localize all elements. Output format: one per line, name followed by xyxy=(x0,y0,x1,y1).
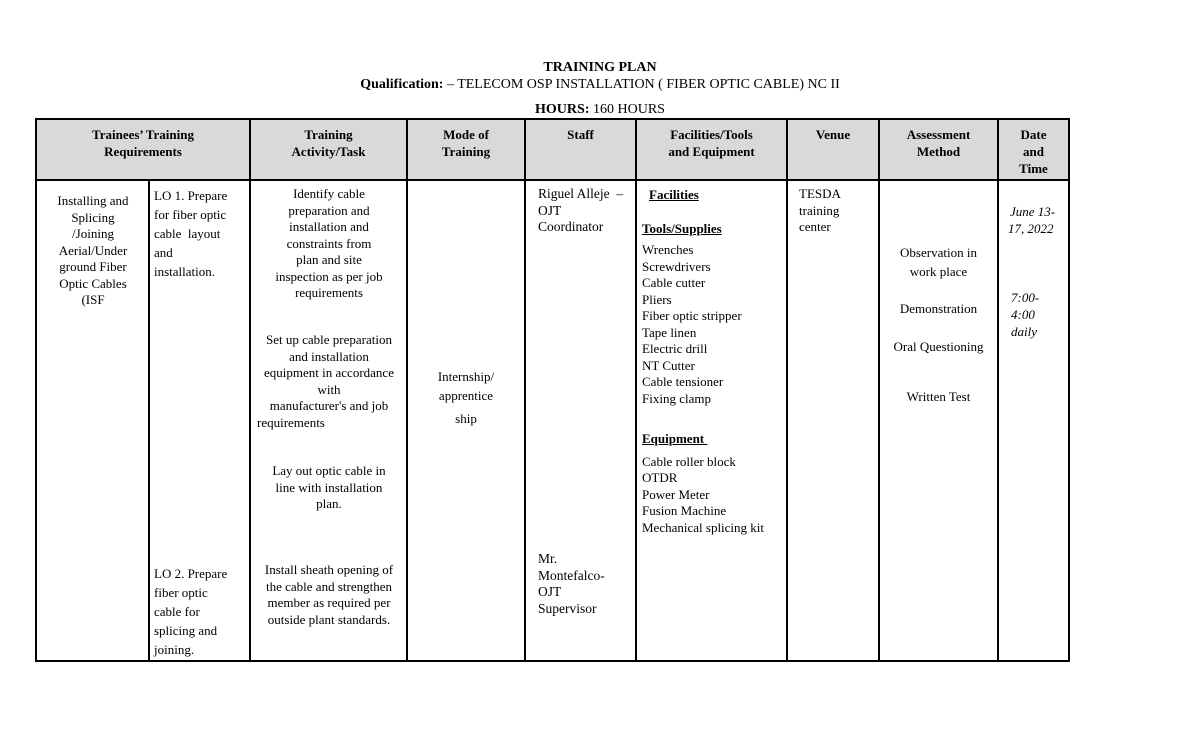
tool-item: Cable tensioner xyxy=(642,374,724,389)
time-line: 7:00- xyxy=(1011,290,1040,305)
header-date-line1: Date xyxy=(1020,127,1047,142)
lo2-cell xyxy=(154,564,248,659)
venue-line: center xyxy=(799,219,831,234)
lo1-line: and xyxy=(154,245,173,260)
tool-item: Fiber optic stripper xyxy=(642,308,742,323)
competency-line: Optic Cables xyxy=(59,275,127,291)
header-activity-line1: Training xyxy=(304,127,353,142)
staff-line: Coordinator xyxy=(538,219,604,234)
assessment-line: Demonstration xyxy=(899,301,978,316)
lo2-line: cable for xyxy=(154,604,200,619)
date-line: 17, 2022 xyxy=(1008,221,1054,236)
tool-item: Cable cutter xyxy=(642,275,706,290)
lo1-cell xyxy=(154,186,248,281)
mode-cell xyxy=(408,367,524,428)
mode-line: ship xyxy=(455,411,477,426)
activity-line: manufacturer's and job xyxy=(269,398,389,413)
staff-line: Supervisor xyxy=(538,600,597,616)
competency-line: Installing and xyxy=(57,193,129,208)
qualification-label: Qualification: xyxy=(360,77,444,92)
date-line: June 13- xyxy=(1010,204,1056,219)
assessment-cell xyxy=(880,243,997,406)
mode-line: Internship/ xyxy=(437,369,495,384)
activity-line: Lay out optic cable in xyxy=(272,463,386,478)
tool-item: Tape linen xyxy=(642,324,697,340)
header-date-line3: Time xyxy=(1019,161,1048,176)
tool-item: Fixing clamp xyxy=(642,390,711,406)
qualification-value: – TELECOM OSP INSTALLATION ( FIBER OPTIC CABLE) NC II xyxy=(443,77,840,92)
header-staff-line1: Staff xyxy=(567,127,594,142)
activity-line: requirements xyxy=(295,285,363,300)
activity-line: the cable and strengthen xyxy=(266,578,392,594)
competency-line: Aerial/Under xyxy=(58,242,128,258)
col-divider xyxy=(635,118,637,662)
assessment-line: work place xyxy=(909,264,968,279)
tool-item: NT Cutter xyxy=(642,357,695,373)
col-divider xyxy=(524,118,526,662)
time-line: 4:00 xyxy=(1011,307,1035,322)
header-assessment-line2: Method xyxy=(916,144,961,159)
activity-line: Set up cable preparation xyxy=(266,332,392,347)
activity-line: member as required per xyxy=(267,595,391,610)
equipment-heading: Equipment xyxy=(642,431,708,446)
header-facilities-line2: and Equipment xyxy=(668,144,755,159)
hours-line xyxy=(0,102,1200,118)
header-date-line2: and xyxy=(1023,144,1044,159)
tools-heading: Tools/Supplies xyxy=(642,220,722,236)
staff-line: Montefalco- xyxy=(538,567,605,583)
activity-line: inspection as per job xyxy=(275,268,383,284)
header-divider xyxy=(35,179,1070,181)
activity-line: outside plant standards. xyxy=(267,611,391,627)
subcol-divider xyxy=(148,179,150,662)
header-req-line1: Trainees’ Training xyxy=(92,127,194,142)
lo2-line: splicing and xyxy=(154,623,218,638)
activity-1 xyxy=(253,186,405,302)
competency-cell xyxy=(40,193,146,309)
activity-line: requirements xyxy=(257,414,325,430)
activity-2 xyxy=(253,332,405,431)
competency-line: ground Fiber xyxy=(59,259,127,274)
staff-1 xyxy=(538,186,634,236)
tool-item: Pliers xyxy=(642,291,672,307)
staff-line: OJT xyxy=(538,202,562,218)
lo1-line: cable layout xyxy=(154,226,221,241)
staff-line: Riguel Alleje – xyxy=(538,186,624,201)
activity-line: constraints from xyxy=(286,235,372,251)
lo2-line: joining. xyxy=(154,642,195,657)
lo2-line: fiber optic xyxy=(154,585,208,600)
activity-4 xyxy=(253,562,405,628)
hours-value: 160 HOURS xyxy=(589,102,665,117)
staff-line: OJT xyxy=(538,584,562,599)
facilities-cell xyxy=(642,187,784,536)
activity-line: with xyxy=(317,381,341,397)
equipment-list xyxy=(642,454,784,537)
activity-3 xyxy=(253,463,405,513)
time-cell xyxy=(1011,289,1066,340)
activity-line: Install sheath opening of xyxy=(264,562,394,577)
staff-2 xyxy=(538,551,634,617)
time-line: daily xyxy=(1011,324,1037,339)
equipment-item: Cable roller block xyxy=(642,453,736,469)
equipment-item: OTDR xyxy=(642,470,678,485)
col-divider xyxy=(249,118,251,662)
assessment-line: Oral Questioning xyxy=(893,339,984,354)
activity-line: plan and site xyxy=(296,252,362,267)
competency-line: (ISF xyxy=(81,292,105,307)
activity-line: equipment in accordance xyxy=(264,365,394,380)
competency-line: Splicing xyxy=(71,209,115,225)
equipment-item: Mechanical splicing kit xyxy=(642,519,765,535)
facilities-heading: Facilities xyxy=(649,187,699,202)
activity-line: preparation and xyxy=(288,202,370,218)
activity-line: plan. xyxy=(316,496,342,511)
lo1-line: for fiber optic xyxy=(154,207,227,222)
date-cell xyxy=(1008,203,1068,237)
equipment-item: Power Meter xyxy=(642,486,710,502)
tools-list xyxy=(642,242,784,407)
tool-item: Electric drill xyxy=(642,341,708,356)
activity-line: installation and xyxy=(289,219,369,234)
tool-item: Wrenches xyxy=(642,242,694,257)
col-divider xyxy=(786,118,788,662)
venue-line: training xyxy=(799,202,840,218)
mode-line: apprentice xyxy=(438,388,494,403)
assessment-line: Written Test xyxy=(906,389,971,404)
header-facilities-line1: Facilities/Tools xyxy=(670,127,753,142)
hours-label: HOURS: xyxy=(535,102,590,117)
col-divider xyxy=(997,118,999,662)
header-req-line2: Requirements xyxy=(104,144,182,159)
competency-line: /Joining xyxy=(72,226,114,241)
activity-line: and installation xyxy=(289,348,369,364)
header-activity-line2: Activity/Task xyxy=(291,144,366,159)
header-mode-line2: Training xyxy=(441,144,491,159)
activity-line: line with installation xyxy=(275,479,383,495)
equipment-item: Fusion Machine xyxy=(642,503,727,518)
header-assessment-line1: Assessment xyxy=(906,127,971,142)
document-title: TRAINING PLAN xyxy=(543,60,657,75)
header-venue-line1: Venue xyxy=(815,127,851,142)
lo2-line: LO 2. Prepare xyxy=(154,566,228,581)
activity-line: Identify cable xyxy=(293,186,365,201)
venue-cell xyxy=(799,186,877,236)
lo1-line: LO 1. Prepare xyxy=(154,188,228,203)
lo1-line: installation. xyxy=(154,264,216,279)
qualification-line xyxy=(0,77,1200,93)
staff-line: Mr. xyxy=(538,551,558,566)
venue-line: TESDA xyxy=(799,186,841,201)
assessment-line: Observation in xyxy=(900,245,977,260)
tool-item: Screwdrivers xyxy=(642,258,711,274)
header-mode-line1: Mode of xyxy=(443,127,489,142)
